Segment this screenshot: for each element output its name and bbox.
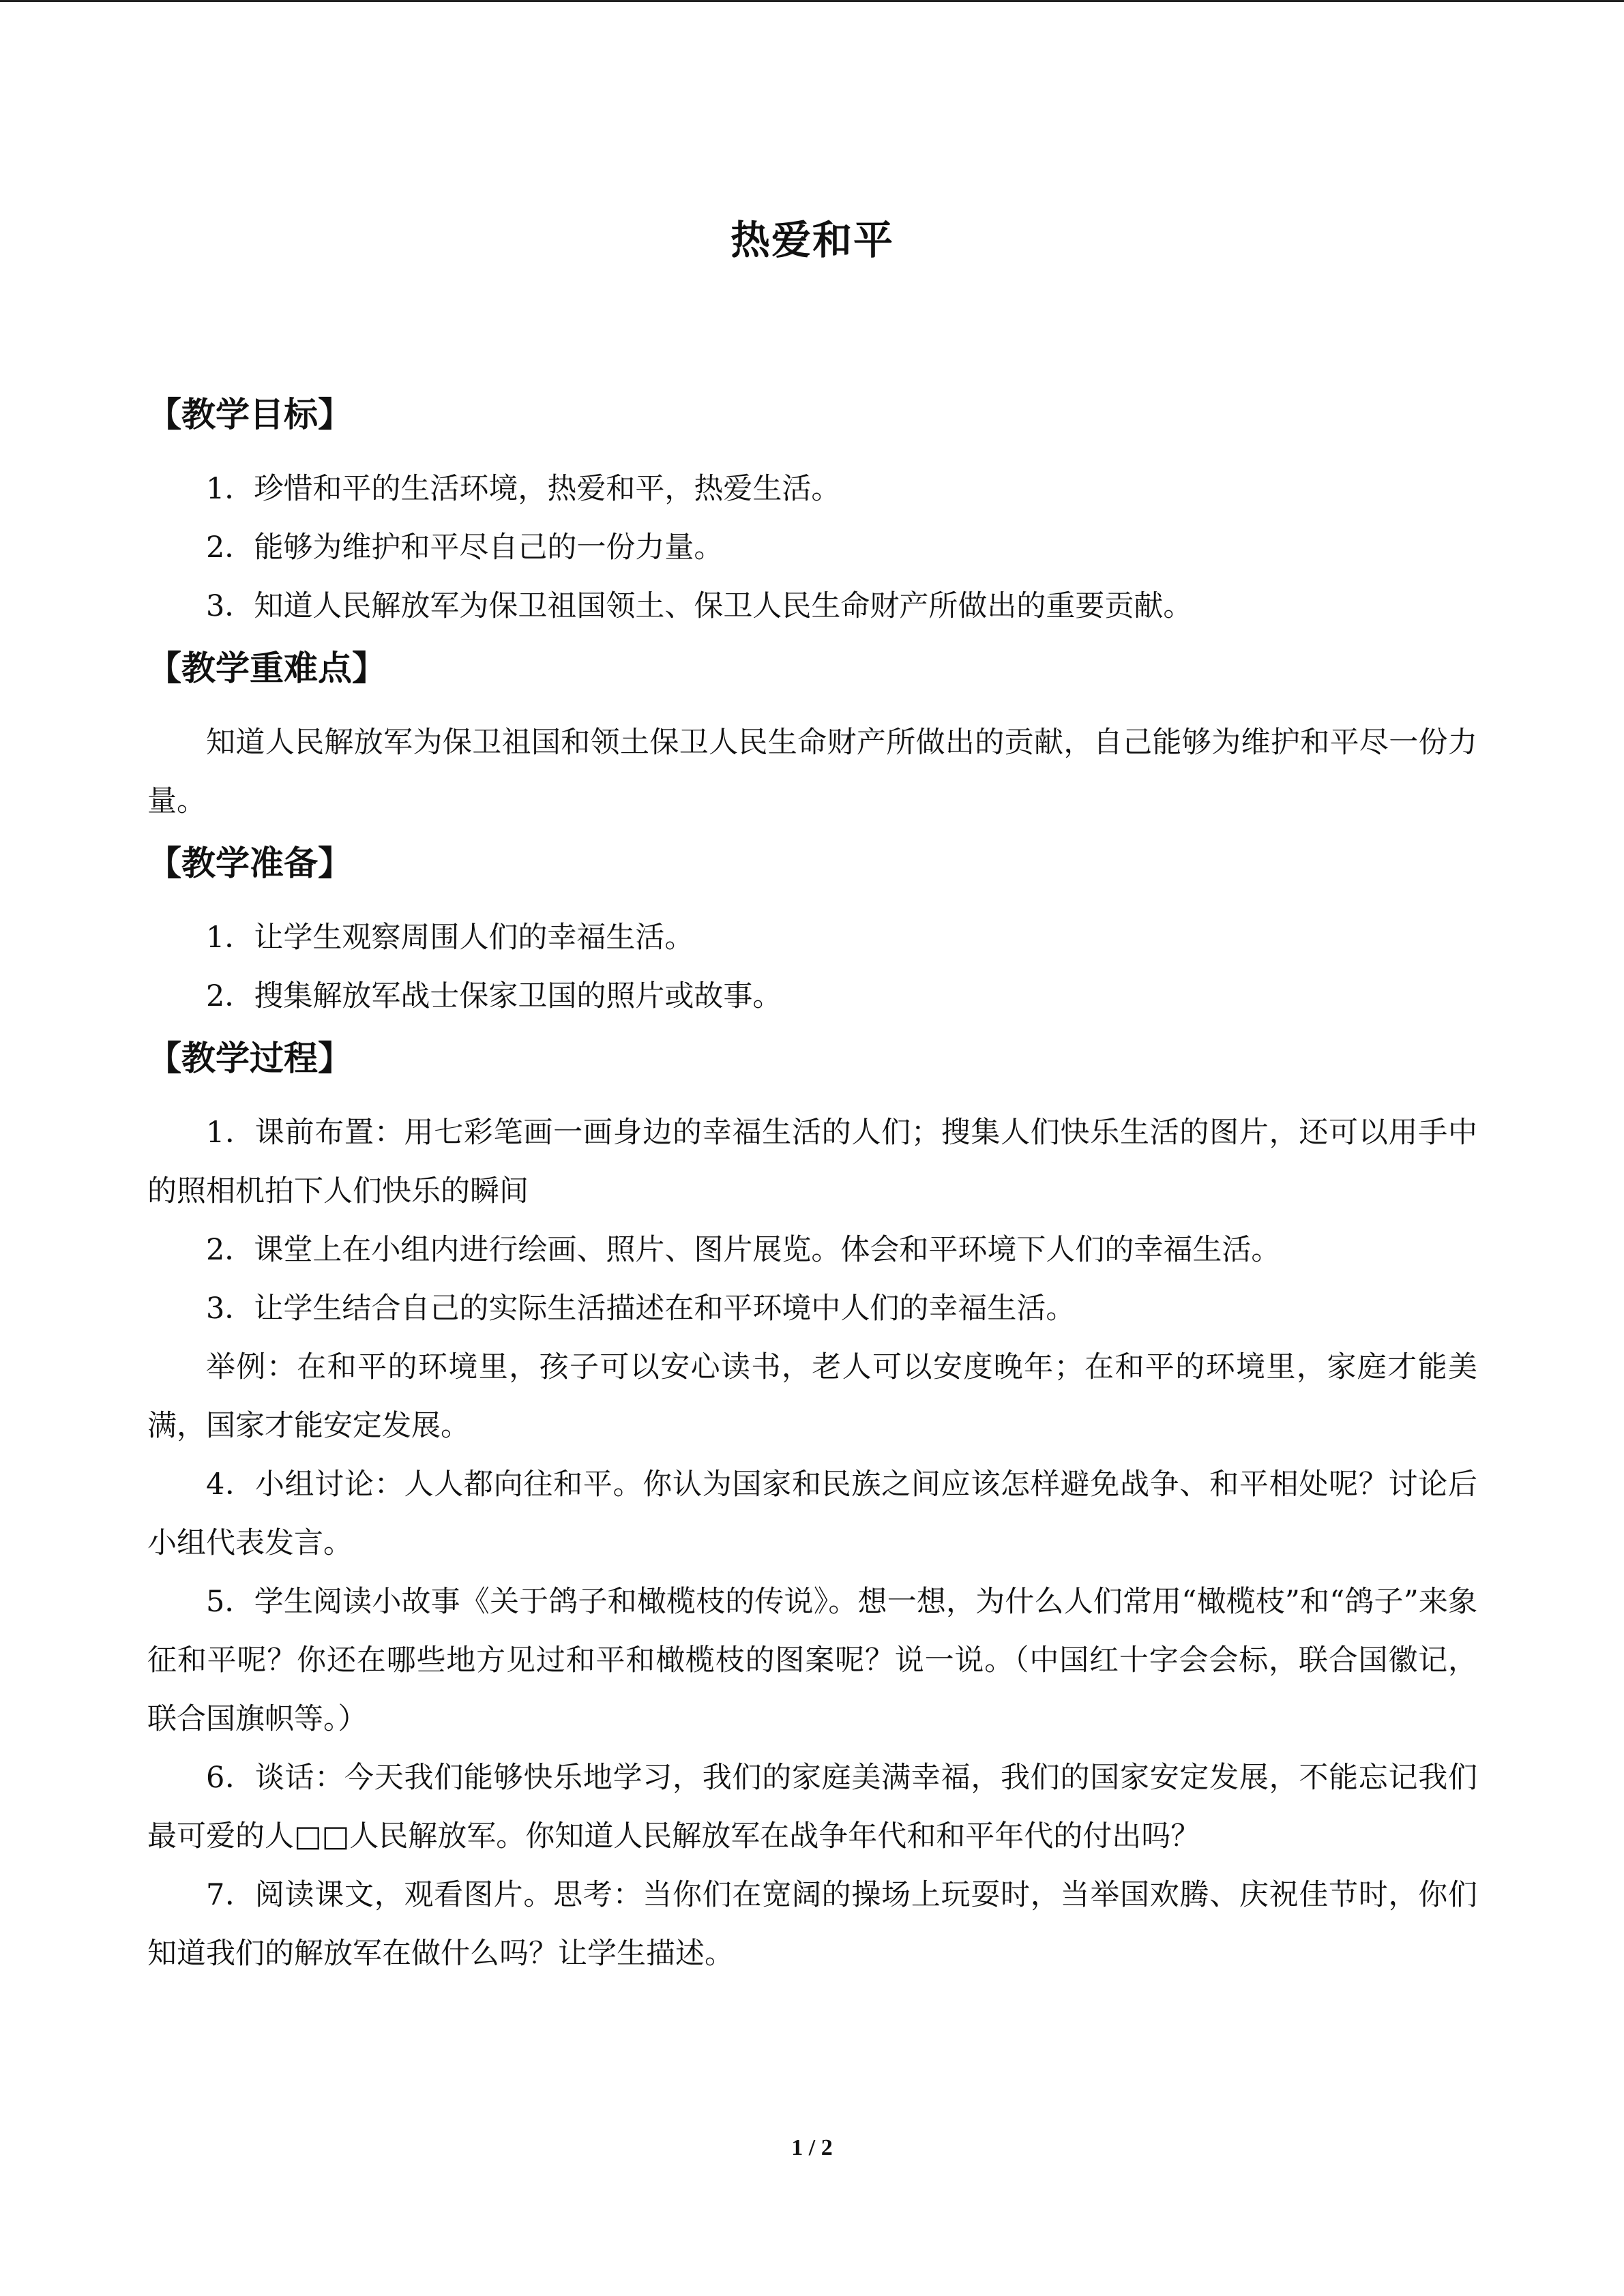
page-number: 1 / 2 [791,2135,833,2160]
goal-item: 1．珍惜和平的生活环境，热爱和平，热爱生活。 [206,472,841,506]
process-item: 4．小组讨论：人人都向往和平。你认为国家和民族之间应该怎样避免战争、和平相处呢？讨论后小组代表发言。 [147,1467,1477,1560]
section-heading-key-points: 【教学重难点】 [147,648,386,688]
section-key-points [147,636,1477,831]
key-point-item: 知道人民解放军为保卫祖国和领土保卫人民生命财产所做出的贡献，自己能够为维护和平尽一份力量。 [147,726,1477,818]
process-item: 3．让学生结合自己的实际生活描述在和平环境中人们的幸福生活。 [206,1292,1076,1326]
goal-item: 3．知道人民解放军为保卫祖国领土、保卫人民生命财产所做出的重要贡献。 [206,589,1193,623]
document-body [147,382,1477,1983]
process-item: 1．课前布置：用七彩笔画一画身边的幸福生活的人们；搜集人们快乐生活的图片，还可以用手中的照相机拍下人们快乐的瞬间 [147,1116,1477,1208]
section-heading-goals: 【教学目标】 [147,395,352,434]
section-heading-process: 【教学过程】 [147,1039,352,1078]
section-process [147,1026,1477,1983]
process-item: 2．课堂上在小组内进行绘画、照片、图片展览。体会和平环境下人们的幸福生活。 [206,1233,1281,1267]
section-preparation [147,831,1477,1026]
preparation-item: 1．让学生观察周围人们的幸福生活。 [206,921,694,955]
section-goals [147,382,1477,636]
section-heading-preparation: 【教学准备】 [147,844,352,883]
goal-item: 2．能够为维护和平尽自己的一份力量。 [206,531,724,565]
process-item: 举例：在和平的环境里，孩子可以安心读书，老人可以安度晚年；在和平的环境里，家庭才能美满，国家才能安定发展。 [147,1350,1477,1443]
page-title: 热爱和平 [730,217,894,263]
process-item: 6．谈话：今天我们能够快乐地学习，我们的家庭美满幸福，我们的国家安定发展，不能忘记我们最可爱的人□□人民解放军。你知道人民解放军在战争年代和和平年代的付出吗？ [147,1761,1477,1853]
process-item: 7．阅读课文，观看图片。思考：当你们在宽阔的操场上玩耍时，当举国欢腾、庆祝佳节时，你们知道我们的解放军在做什么吗？让学生描述。 [147,1878,1477,1971]
preparation-item: 2．搜集解放军战士保家卫国的照片或故事。 [206,979,782,1013]
top-border [0,0,1624,2]
process-item: 5．学生阅读小故事《关于鸽子和橄榄枝的传说》。想一想，为什么人们常用“橄榄枝”和“鸽子”来象征和平呢？你还在哪些地方见过和平和橄榄枝的图案呢？说一说。（中国红十字会会标，联合国徽记，联合国旗帜等。） [147,1585,1477,1736]
